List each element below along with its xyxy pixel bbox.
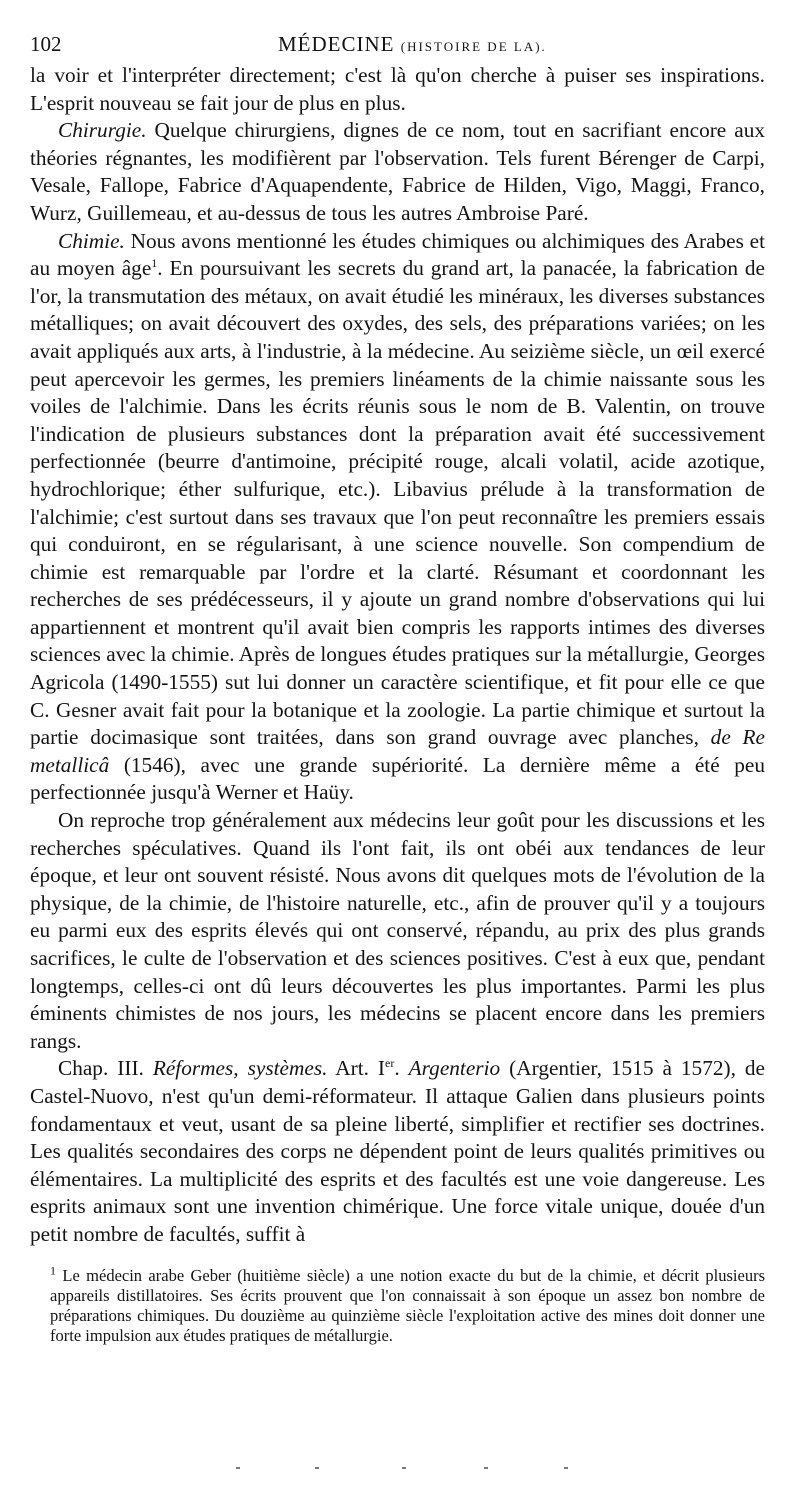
print-mark	[236, 1467, 240, 1469]
running-title	[278, 32, 547, 57]
chapter-label: Chap. III.	[58, 1056, 153, 1081]
paragraph-chimie	[30, 228, 765, 807]
footnote-reference[interactable]: 1	[151, 256, 158, 271]
paragraph-text: Nous avons mentionné les études chimiques ou alchimiques des Arabes et au moyen âge	[30, 228, 765, 281]
person-name: Argenterio	[408, 1056, 501, 1081]
footnote-1	[50, 1263, 765, 1346]
paragraph-reproche: On reproche trop généralement aux médecins leur goût pour les discussions et les recherches spéculatives. Quand ils l'ont fait, ils ont obéi aux tendances de leur époque, et leur ont souvent résisté. Nous avons dit quelques mots de l'évolution de la physique, de la chimie, de l'histoire naturelle, etc., afin de prouver qu'il y a toujours eu parmi eux des esprits élevés qui ont conservé, répandu, au prix des plus grands sacrifices, le culte de l'observation et des sciences positives. C'est à eux que, pendant longtemps, celles-ci ont dû leurs découvertes les plus importantes. Parmi les plus éminents chimistes de nos jours, les médecins se placent encore dans les premiers rangs.	[30, 808, 765, 1053]
footnote-marker: 1	[50, 1263, 56, 1278]
footnotes	[50, 1263, 765, 1346]
page-number: 102	[30, 32, 62, 56]
paragraph-text: . En poursuivant les secrets du grand art, la panacée, la fabrication de l'or, la transmutation des métaux, on avait étudié les minéraux, les diverses substances métalliques; on avait découvert des oxydes, des sels, des préparations variées; on les avait appliqués aux arts, à l'industrie, à la médecine. Au seizième siècle, un œil exercé peut apercevoir les germes, les premiers linéaments de la chimie naissante sous les voiles de l'alchimie. Dans les écrits réunis sous le nom de B. Valentin, on trouve l'indication de plusieurs substances dont la préparation avait été successivement perfectionnée (beurre d'antimoine, précipité rouge, alcali volatil, acide azotique, hydrochlorique; éther sulfurique, etc.). Libavius prélude à la transformation de l'alchimie; c'est surtout dans ses travaux que l'on peut reconnaître les premiers essais qui conduiront, en se régularisant, à une science nouvelle. Son compendium de chimie est remarquable par l'ordre et la clarté. Résumant et coordonnant les recherches de ses prédécesseurs, il y ajoute un grand nombre d'observations qui lui appartiennent et montrent qu'il avait bien compris les rapports intimes des diverses sciences avec la chimie. Après de longues études pratiques sur la métallurgie, Georges Agricola (1490-1555) sut lui donner un caractère scientifique, et fit pour elle ce que C. Gesner avait fait pour la botanique et la zoologie. La partie chimique et surtout la partie docimasique sont traitées, dans son grand ouvrage avec planches,	[30, 256, 765, 750]
section-lead-chirurgie: Chirurgie.	[58, 118, 147, 143]
print-mark	[402, 1467, 406, 1469]
paragraph-chirurgie	[30, 117, 765, 227]
chapter-title: Réformes, systèmes.	[152, 1056, 328, 1081]
paragraph-text: Quelque chirurgiens, dignes de ce nom, tout en sacrifiant encore aux théories régnantes, les modifièrent par l'observation. Tels furent Bérenger de Carpi, Vesale, Fallope, Fabrice d'Aquapendente, Fabrice de Hilden, Vigo, Maggi, Franco, Wurz, Guillemeau, et au-dessus de tous les autres Ambroise Paré.	[30, 118, 765, 225]
print-mark	[315, 1467, 319, 1469]
running-title-sub: (HISTOIRE DE LA).	[400, 39, 547, 54]
book-title: de Re metallicâ	[30, 725, 766, 777]
section-lead-chimie: Chimie.	[58, 228, 125, 253]
bottom-print-marks	[236, 1467, 636, 1477]
article-label: Art. I	[327, 1056, 386, 1081]
paragraph-chapter-three	[30, 1055, 765, 1248]
article-ordinal: er	[385, 1056, 395, 1071]
footnote-text: Le médecin arabe Geber (huitième siècle) a une notion exacte du but de la chimie, et décrit plusieurs appareils distillatoires. Ses écrits prouvent que l'on connaissait à son époque un assez bon nombre de préparations chimiques. Du douzième au quinzième siècle l'exploitation active des mines doit donner une forte impulsion aux études pratiques de métallurgie.	[50, 1266, 765, 1345]
running-header	[30, 30, 760, 58]
paragraph-continued: la voir et l'interpréter directement; c'est là qu'on cherche à puiser ses inspirations. L'esprit nouveau se fait jour de plus en plus.	[30, 63, 765, 115]
print-mark	[564, 1467, 568, 1469]
main-text	[30, 62, 765, 1249]
paragraph-text: (1546), avec une grande supériorité. La dernière même a été peu perfectionnée jusqu'à Werner et Haüy.	[30, 752, 765, 805]
print-mark	[484, 1467, 488, 1469]
running-title-main: MÉDECINE	[278, 32, 395, 56]
paragraph-text: (Argentier, 1515 à 1572), de Castel-Nuovo, n'est qu'un demi-réformateur. Il attaque Galien dans plusieurs points fondamentaux et veut, usant de sa pleine liberté, simplifier et rectifier ses doctrines. Les qualités secondaires des corps ne dépendent point de leurs qualités primitives ou élémentaires. La multiplicité des esprits et des facultés est une voie dangereuse. Les esprits animaux sont une invention chimérique. Une force vitale unique, douée d'un petit nombre de facultés, suffit à	[30, 1056, 765, 1246]
paragraph-text: .	[394, 1056, 409, 1081]
